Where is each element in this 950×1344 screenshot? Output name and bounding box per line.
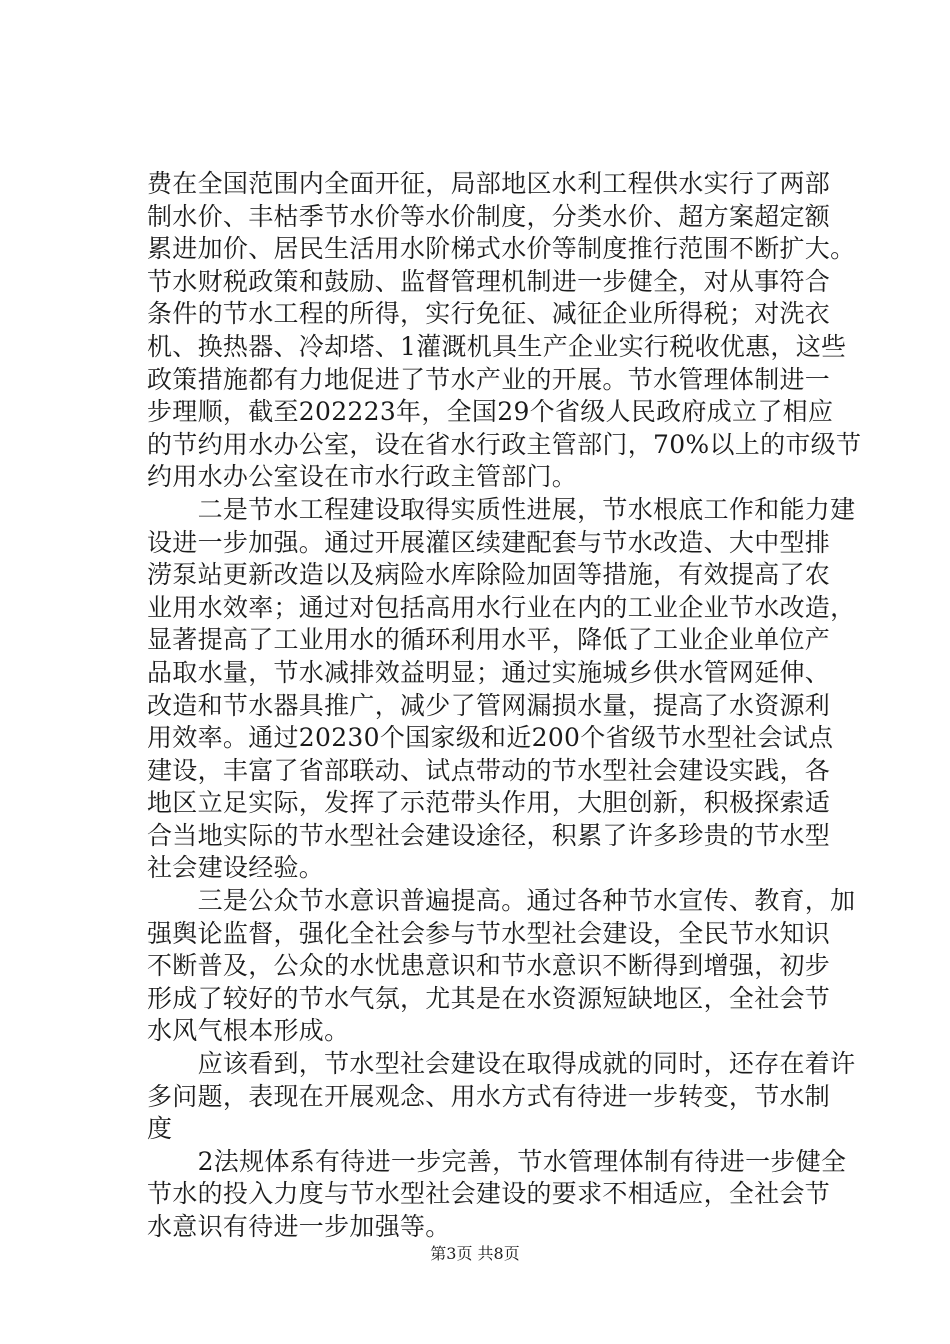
text-line: 水意识有待进一步加强等。 xyxy=(147,1212,451,1241)
text-line: 建设，丰富了省部联动、试点带动的节水型社会建设实践，各 xyxy=(147,755,831,785)
text-line: 政策措施都有力地促进了节水产业的开展。节水管理体制进一 xyxy=(147,364,831,394)
text-line: 形成了较好的节水气氛，尤其是在水资源短缺地区，全社会节 xyxy=(147,983,831,1013)
page-number-footer: 第3页 共8页 xyxy=(430,1244,520,1263)
text-line: 显著提高了工业用水的循环利用水平，降低了工业企业单位产 xyxy=(147,625,831,655)
text-line: 设进一步加强。通过开展灌区续建配套与节水改造、大中型排 xyxy=(147,527,831,557)
text-line: 合当地实际的节水型社会建设途径，积累了许多珍贵的节水型 xyxy=(147,820,831,850)
text-line: 累进加价、居民生活用水阶梯式水价等制度推行范围不断扩大。 xyxy=(147,234,856,264)
text-line: 多问题，表现在开展观念、用水方式有待进一步转变，节水制 xyxy=(147,1081,831,1111)
text-line: 业用水效率；通过对包括高用水行业在内的工业企业节水改造， xyxy=(147,592,856,622)
text-line: 制水价、丰枯季节水价等水价制度，分类水价、超方案超定额 xyxy=(147,201,831,231)
text-line: 约用水办公室设在市水行政主管部门。 xyxy=(147,462,578,492)
text-line: 改造和节水器具推广，减少了管网漏损水量，提高了水资源利 xyxy=(147,690,831,720)
text-line: 地区立足实际，发挥了示范带头作用，大胆创新，积极探索适 xyxy=(147,788,831,818)
text-line: 水风气根本形成。 xyxy=(147,1016,350,1046)
text-line: 节水财税政策和鼓励、监督管理机制进一步健全，对从事符合 xyxy=(147,266,831,296)
text-line: 度 xyxy=(147,1114,173,1144)
body-text xyxy=(147,168,862,1244)
text-line: 二是节水工程建设取得实质性进展，节水根底工作和能力建 xyxy=(147,494,856,524)
text-line: 三是公众节水意识普遍提高。通过各种节水宣传、教育，加 xyxy=(147,886,856,916)
text-line: 条件的节水工程的所得，实行免征、减征企业所得税；对洗衣 xyxy=(147,299,831,329)
text-line: 强舆论监督，强化全社会参与节水型社会建设，全民节水知识 xyxy=(147,918,831,948)
text-line: 2法规体系有待进一步完善，节水管理体制有待进一步健全 xyxy=(147,1146,847,1176)
text-line: 应该看到，节水型社会建设在取得成就的同时，还存在着许 xyxy=(147,1049,856,1079)
text-line: 步理顺，截至202223年，全国29个省级人民政府成立了相应 xyxy=(147,397,834,427)
text-line: 品取水量，节水减排效益明显；通过实施城乡供水管网延伸、 xyxy=(147,657,831,687)
text-line: 用效率。通过20230个国家级和近200个省级节水型社会试点 xyxy=(147,723,834,753)
text-line: 社会建设经验。 xyxy=(147,853,325,883)
text-line: 不断普及，公众的水忧患意识和节水意识不断得到增强，初步 xyxy=(147,951,831,981)
text-line: 机、换热器、冷却塔、1灌溉机具生产企业实行税收优惠，这些 xyxy=(147,331,847,361)
text-line: 涝泵站更新改造以及病险水库除险加固等措施，有效提高了农 xyxy=(147,560,831,590)
text-line: 的节约用水办公室，设在省水行政主管部门，70%以上的市级节 xyxy=(147,429,862,459)
text-line: 费在全国范围内全面开征，局部地区水利工程供水实行了两部 xyxy=(147,169,831,198)
text-line: 节水的投入力度与节水型社会建设的要求不相适应，全社会节 xyxy=(147,1179,831,1209)
